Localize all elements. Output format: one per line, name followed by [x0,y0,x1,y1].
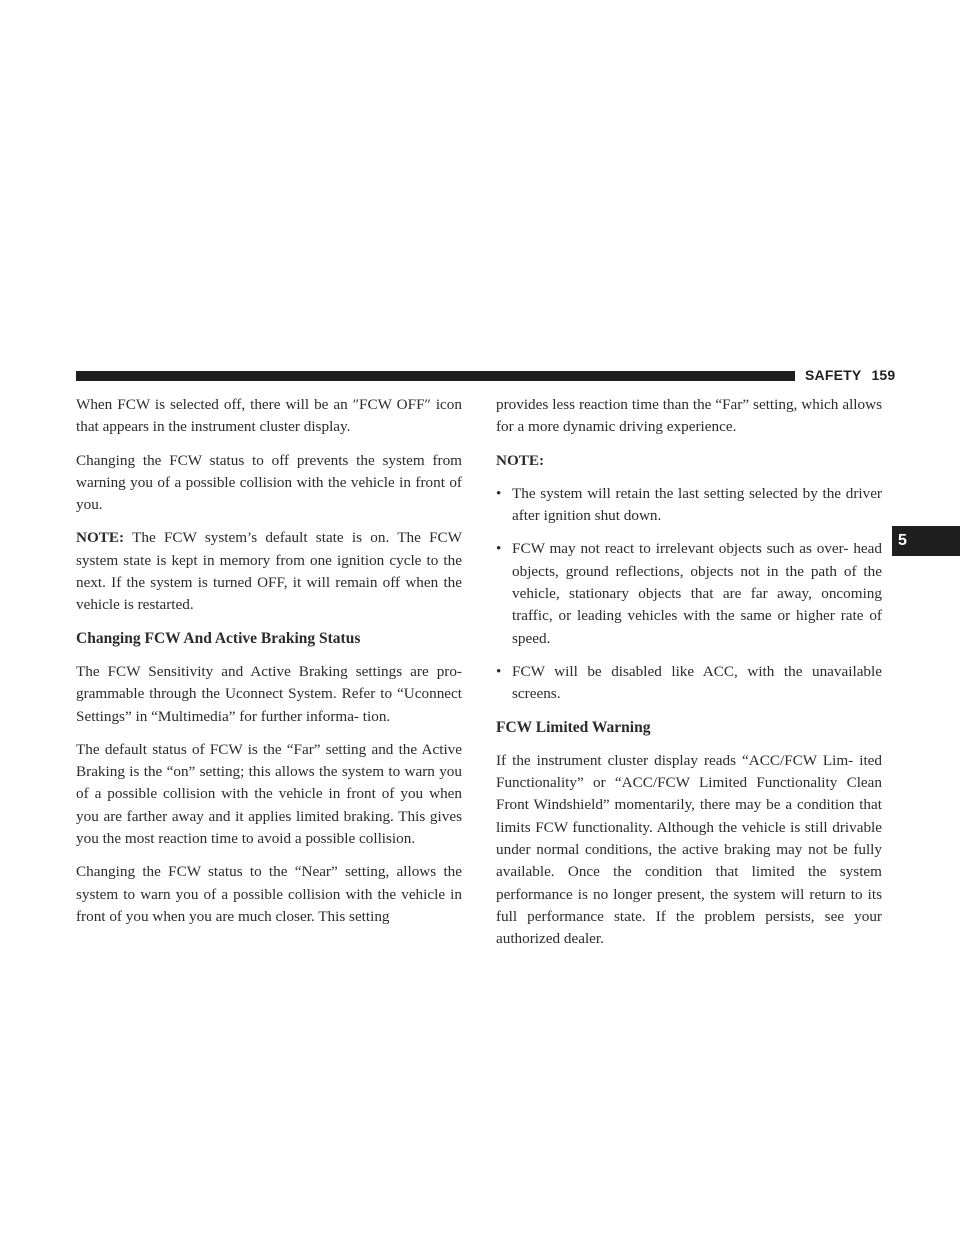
paragraph: When FCW is selected off, there will be an ″FCW OFF″ icon that appears in the instrument cluster display. [76,396,462,436]
list-item: • The system will retain the last setting selected by the driver after ignition shut down. [496,484,882,525]
paragraph: If the instrument cluster display reads “ACC/FCW Lim- ited Functionality” or “ACC/FCW Limited Functionality Clean Front Windshield” momentarily, there may be a condition that limits FCW functionality. Although the vehicle is still drivable under normal conditions, the active braking may not be fully available. Once the condition that limited the system performance is no longer present, the system will return to its full performance state. If the problem persists, see your authorized dealer. [496,751,882,948]
section-title: SAFETY [805,367,862,383]
list-item: • FCW will be disabled like ACC, with the unavailable screens. [496,662,882,703]
bullet-icon: • [496,540,502,558]
list-item: • FCW may not react to irrelevant objects such as over- head objects, ground reflections, objects not in the path of the vehicle, stationary objects that are far away, oncoming traffic, or leading vehicles with the same or higher rate of speed. [496,540,882,647]
note-label: NOTE: [496,451,545,469]
right-column [496,394,882,962]
page-header [805,367,895,383]
section-heading: FCW Limited Warning [496,718,651,736]
section-heading: Changing FCW And Active Braking Status [76,629,361,647]
paragraph: The default status of FCW is the “Far” setting and the Active Braking is the “on” setting; this allows the system to warn you of a possible collision with the vehicle in front of you when you are farther away and it applies limited braking. This gives you the most reaction time to avoid a possible collision. [76,740,462,848]
page-number: 159 [871,367,896,383]
bullet-icon: • [496,484,502,502]
note-paragraph [76,527,462,616]
paragraph: Changing the FCW status to off prevents the system from warning you of a possible collision with the vehicle in front of you. [76,451,462,514]
paragraph: provides less reaction time than the “Far” setting, which allows for a more dynamic driving experience. [496,396,882,436]
chapter-tab: 5 [892,526,960,556]
left-column [76,394,462,939]
note-label: NOTE: [76,529,125,547]
paragraph: Changing the FCW status to the “Near” setting, allows the system to warn you of a possible collision with the vehicle in front of you when you are much closer. This setting [76,863,462,925]
header-rule [76,371,795,381]
note-list [496,483,882,706]
bullet-icon: • [496,662,502,680]
paragraph: The FCW Sensitivity and Active Braking settings are pro- grammable through the Uconnect System. Refer to “Uconnect Settings” in “Multimedia” for further informa- tion. [76,662,462,725]
note-text: The FCW system’s default state is on. The FCW system state is kept in memory from one ignition cycle to the next. If the system is turned OFF, it will remain off when the vehicle is restarted. [76,529,462,614]
